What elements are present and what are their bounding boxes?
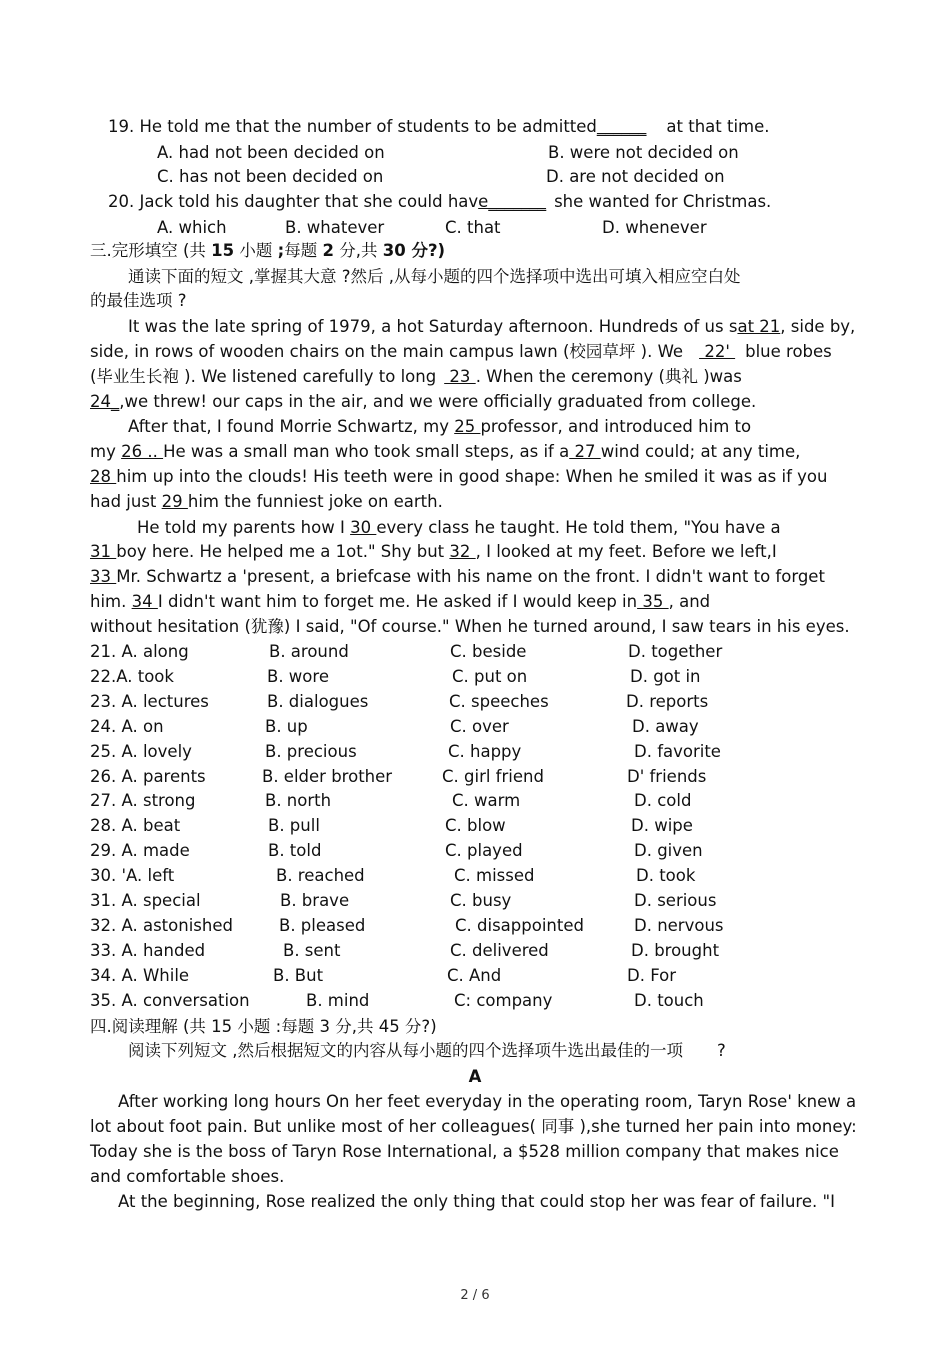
option-q32-a: 32. A. astonished: [90, 916, 233, 935]
option-q34-c: C. And: [447, 966, 502, 985]
q20-option-a: A. which: [157, 218, 227, 237]
reading-line-1: After working long hours On her feet everyday in the operating room, Taryn Rose' knew a: [118, 1092, 857, 1111]
option-q22-d: D. got in: [630, 667, 701, 686]
q19-stem-part1: 19. He told me that the number of students to be admitted: [108, 117, 597, 136]
option-q25-b: B. precious: [265, 742, 357, 761]
option-q32-d: D. nervous: [634, 916, 724, 935]
section-3-instruction-line1: 通读下面的短文 ,掌握其大意 ?然后 ,从每小题的四个选择项中选出可填入相应空白处: [128, 267, 741, 286]
option-q26-b: B. elder brother: [262, 767, 393, 786]
option-q24-a: 24. A. on: [90, 717, 164, 736]
option-q35-d: D. touch: [634, 991, 704, 1010]
option-q35-c: C: company: [454, 991, 553, 1010]
option-q31-b: B. brave: [280, 891, 350, 910]
passage-line-7: 28 him up into the clouds! His teeth were in good shape: When he smiled it was as if you: [90, 467, 828, 486]
option-q21-c: C. beside: [450, 642, 527, 661]
reading-line-5: At the beginning, Rose realized the only thing that could stop her was fear of failure. "I: [118, 1192, 835, 1211]
q20-stem-part1: 20. Jack told his daughter that she could hav: [108, 192, 479, 211]
section-3-instruction-line2: 的最佳选项 ?: [90, 291, 187, 310]
option-q27-d: D. cold: [634, 791, 692, 810]
q20-blank: e_______: [478, 192, 547, 211]
option-q21-a: 21. A. along: [90, 642, 189, 661]
option-q24-d: D. away: [632, 717, 699, 736]
option-q33-d: D. brought: [631, 941, 720, 960]
q20-option-c: C. that: [445, 218, 501, 237]
option-q21-d: D. together: [628, 642, 723, 661]
option-q33-b: B. sent: [283, 941, 341, 960]
option-q23-d: D. reports: [626, 692, 709, 711]
option-q29-c: C. played: [445, 841, 523, 860]
passage-line-11: 33 Mr. Schwartz a 'present, a briefcase with his name on the front. I didn't want to forget: [90, 567, 825, 586]
option-q33-a: 33. A. handed: [90, 941, 206, 960]
section-4-instruction: 阅读下列短文 ,然后根据短文的内容从每小题的四个选择项牛选出最佳的一项 ?: [128, 1041, 726, 1060]
option-q27-a: 27. A. strong: [90, 791, 196, 810]
option-q34-d: D. For: [627, 966, 676, 985]
option-q34-b: B. But: [273, 966, 324, 985]
option-q30-d: D. took: [636, 866, 696, 885]
option-q28-c: C. blow: [445, 816, 506, 835]
passage-line-1: It was the late spring of 1979, a hot Saturday afternoon. Hundreds of us sat 21, side by,: [128, 317, 856, 336]
passage-line-10: 31 boy here. He helped me a 1ot." Shy but 32 , I looked at my feet. Before we left,I: [90, 542, 777, 561]
passage-line-5: After that, I found Morrie Schwartz, my 25 professor, and introduced him to: [128, 417, 752, 436]
option-q30-a: 30. 'A. left: [90, 866, 175, 885]
option-q23-c: C. speeches: [449, 692, 549, 711]
option-q31-a: 31. A. special: [90, 891, 201, 910]
option-q27-b: B. north: [265, 791, 332, 810]
option-q23-b: B. dialogues: [267, 692, 369, 711]
option-q32-b: B. pleased: [279, 916, 366, 935]
option-q30-b: B. reached: [276, 866, 365, 885]
question-20-stem: [108, 191, 771, 213]
option-q28-d: D. wipe: [631, 816, 693, 835]
option-q30-c: C. missed: [454, 866, 535, 885]
option-q24-b: B. up: [265, 717, 308, 736]
option-q28-b: B. pull: [268, 816, 320, 835]
passage-line-4: 24_,we threw! our caps in the air, and we were officially graduated from college.: [90, 392, 757, 411]
option-q31-c: C. busy: [450, 891, 512, 910]
option-q29-a: 29. A. made: [90, 841, 190, 860]
q19-blank: ______: [596, 117, 647, 136]
section-3-title: 三.完形填空 (共 15 小题 ;每题 2 分,共 30 分?): [90, 241, 446, 260]
q19-stem-part2: at that time.: [666, 117, 770, 136]
passage-line-8: had just 29 him the funniest joke on earth.: [90, 492, 443, 511]
q20-option-b: B. whatever: [285, 218, 385, 237]
passage-line-6: my 26 .. He was a small man who took small steps, as if a 27 wind could; at any time,: [90, 442, 801, 461]
option-q35-b: B. mind: [306, 991, 370, 1010]
q19-option-c: C. has not been decided on: [157, 167, 384, 186]
passage-line-2: side, in rows of wooden chairs on the main campus lawn (校园草坪 ). We 22' blue robes: [90, 342, 832, 361]
option-q22-a: 22.A. took: [90, 667, 174, 686]
option-q26-c: C. girl friend: [442, 767, 544, 786]
option-q34-a: 34. A. While: [90, 966, 190, 985]
page-number: 2 / 6: [460, 1288, 490, 1303]
option-q25-a: 25. A. lovely: [90, 742, 192, 761]
q20-option-d: D. whenever: [602, 218, 707, 237]
passage-line-3: (毕业生长袍 ). We listened carefully to long 23 . When the ceremony (典礼 )was: [90, 367, 742, 386]
q19-option-b: B. were not decided on: [548, 143, 739, 162]
option-q21-b: B. around: [269, 642, 349, 661]
option-q24-c: C. over: [450, 717, 509, 736]
reading-line-3: Today she is the boss of Taryn Rose International, a $528 million company that makes nice: [90, 1142, 839, 1161]
option-q23-a: 23. A. lectures: [90, 692, 209, 711]
option-q29-d: D. given: [634, 841, 703, 860]
reading-line-4: and comfortable shoes.: [90, 1167, 285, 1186]
option-q25-d: D. favorite: [634, 742, 721, 761]
passage-line-9: He told my parents how I 30 every class he taught. He told them, "You have a: [137, 518, 781, 537]
q19-option-a: A. had not been decided on: [157, 143, 385, 162]
option-q33-c: C. delivered: [450, 941, 549, 960]
option-q26-d: D' friends: [627, 767, 707, 786]
option-q29-b: B. told: [268, 841, 322, 860]
question-19-stem: [108, 116, 770, 138]
option-q25-c: C. happy: [448, 742, 522, 761]
option-q35-a: 35. A. conversation: [90, 991, 250, 1010]
option-q22-c: C. put on: [452, 667, 528, 686]
option-q26-a: 26. A. parents: [90, 767, 206, 786]
q19-option-d: D. are not decided on: [546, 167, 725, 186]
option-q32-c: C. disappointed: [455, 916, 584, 935]
q20-stem-part2: she wanted for Christmas.: [554, 192, 772, 211]
reading-line-2: lot about foot pain. But unlike most of her colleagues( 同事 ),she turned her pain into money:: [90, 1117, 857, 1136]
option-q31-d: D. serious: [634, 891, 717, 910]
option-q27-c: C. warm: [452, 791, 521, 810]
passage-line-12: him. 34 I didn't want him to forget me. He asked if I would keep in 35 , and: [90, 592, 711, 611]
option-q22-b: B. wore: [267, 667, 329, 686]
option-q28-a: 28. A. beat: [90, 816, 181, 835]
section-4-title: 四.阅读理解 (共 15 小题 :每题 3 分,共 45 分?): [90, 1017, 437, 1036]
reading-part-label: A: [468, 1067, 482, 1086]
passage-line-13: without hesitation (犹豫) I said, "Of course." When he turned around, I saw tears in his eyes.: [90, 617, 850, 636]
